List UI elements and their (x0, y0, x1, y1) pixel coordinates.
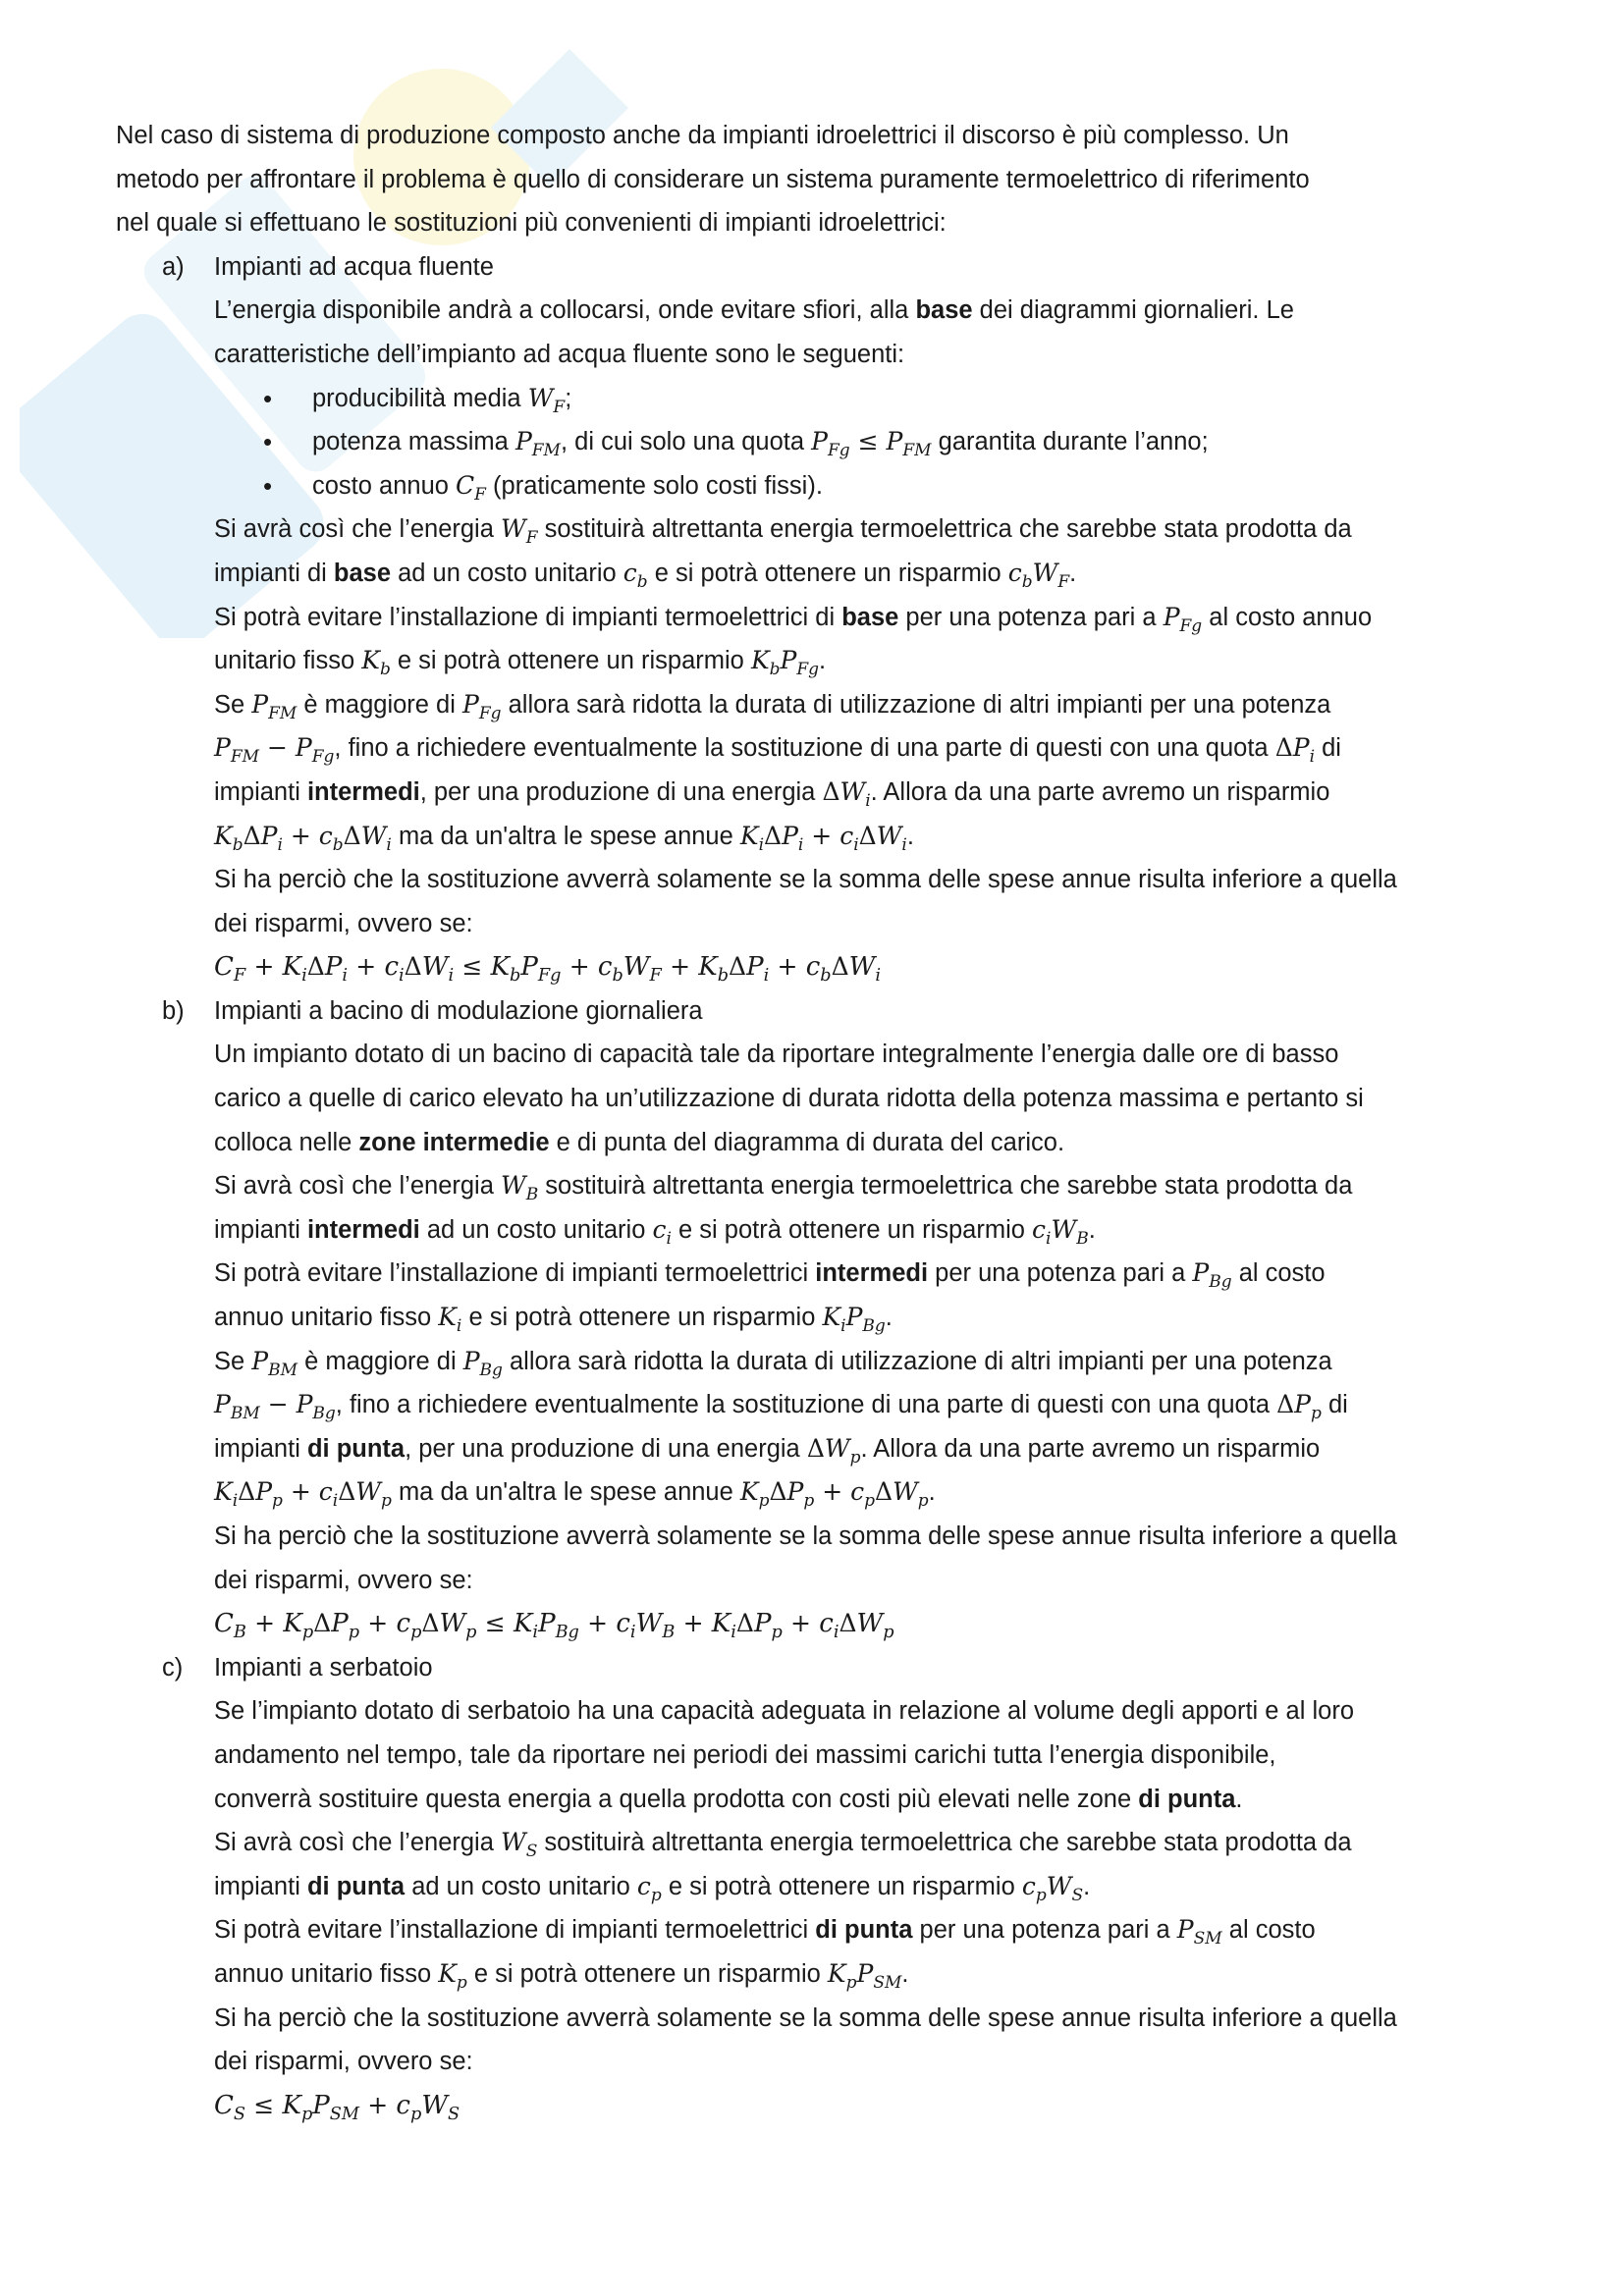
section-c (116, 1646, 1520, 2128)
formula: $P_{Fg}$ (1163, 602, 1203, 636)
text: allora sarà ridotta la durata di utilizzazione di altri impianti per una potenza (502, 1347, 1332, 1375)
text: Un impianto dotato di un bacino di capacità tale da riportare integralmente l’energia dalle ore di basso (214, 1041, 1339, 1069)
text: . (1083, 1872, 1091, 1900)
text: Se l’impianto dotato di serbatoio ha una capacità adeguata in relazione al volume degli apporti e al loro (214, 1697, 1355, 1726)
text: Si avrà così che l’energia (214, 515, 501, 544)
intro-line-3: nel quale si effettuano le sostituzioni più convenienti di impianti idroelettrici: (116, 209, 947, 238)
text: (praticamente solo costi fissi). (485, 471, 823, 500)
text: impianti (214, 1434, 307, 1463)
bold-text: intermedi (306, 777, 420, 806)
section-b-title: Impianti a bacino di modulazione giornaliera (214, 996, 703, 1025)
text: ma da un'altra le spese annue (391, 1478, 740, 1507)
text: Se (214, 690, 252, 719)
formula: $W_F$ (527, 383, 566, 417)
text: e di punta del diagramma di durata del carico. (549, 1128, 1065, 1156)
text: al costo (1231, 1259, 1326, 1288)
text: annuo unitario fisso (214, 1304, 439, 1332)
formula: $\Delta W_i$ (822, 776, 871, 811)
text: , di cui solo una quota (560, 428, 812, 456)
formula: $K_b\Delta P_i + c_b\Delta W_i$ (214, 821, 392, 855)
text: . (901, 1959, 909, 1988)
section-c-heading (116, 1646, 1520, 1690)
section-b-p2 (214, 1164, 1520, 1252)
text: dei risparmi, ovvero se: (214, 909, 473, 937)
formula: $K_i\Delta P_i + c_i\Delta W_i$ (739, 821, 907, 855)
section-b-letter: b) (162, 996, 185, 1025)
text: impianti (214, 1215, 307, 1244)
text: ; (565, 384, 572, 412)
formula: $K_b$ (361, 646, 391, 680)
text: Si potrà evitare l’installazione di impianti termoelettrici di (214, 603, 842, 631)
text: . Allora da una parte avremo un risparmio (870, 777, 1330, 806)
text: Si ha perciò che la sostituzione avverrà solamente se la somma delle spese annue risulta inferiore a quella (214, 1522, 1397, 1550)
formula: $P_{FM}$ (251, 689, 298, 723)
formula: $\Delta P_i$ (1274, 733, 1316, 768)
intro-line-2: metodo per affrontare il problema è quello di considerare un sistema puramente termoelettrico di riferimento (116, 165, 1310, 193)
section-b-p1 (214, 1033, 1520, 1164)
section-a-bullets (116, 377, 1520, 508)
text: L’energia disponibile andrà a collocarsi, onde evitare sfiori, alla (214, 296, 916, 325)
text: . (906, 822, 914, 850)
text: colloca nelle (214, 1128, 359, 1156)
bold-text: base (915, 296, 973, 325)
formula: $K_iP_{Bg}$ (822, 1303, 886, 1336)
text: e si potrà ottenere un risparmio (647, 559, 1008, 587)
text: allora sarà ridotta la durata di utilizzazione di altri impianti per una potenza (501, 690, 1331, 719)
text: e si potrà ottenere un risparmio (661, 1872, 1022, 1900)
section-c-p2 (214, 1821, 1520, 1908)
text: , per una produzione di una energia (419, 777, 823, 806)
section-a-p1 (214, 289, 1520, 376)
section-a-title: Impianti ad acqua fluente (214, 252, 494, 281)
text: al costo annuo (1202, 603, 1373, 631)
section-b-p4 (214, 1340, 1520, 1515)
bold-text: di punta (1138, 1785, 1236, 1813)
section-c-p1 (214, 1689, 1520, 1821)
section-a-heading (116, 245, 1520, 290)
bold-text: intermedi (815, 1259, 929, 1288)
formula: $K_pP_{SM}$ (827, 1958, 902, 1993)
section-a-equation: $C_F + K_i\Delta P_i + c_i\Delta W_i \le K_bP_{Fg} + c_bW_F + K_b\Delta P_i + c_b\Delta W_i$ (214, 952, 882, 987)
text: e si potrà ottenere un risparmio (390, 647, 751, 675)
formula: $K_p$ (438, 1958, 467, 1993)
text: Se (214, 1347, 252, 1375)
intro-line-1: Nel caso di sistema di produzione composto anche da impianti idroelettrici il discorso è più complesso. Un (116, 122, 1289, 149)
bold-text: di punta (815, 1916, 913, 1945)
section-c-letter: c) (162, 1653, 184, 1682)
formula: $P_{BM}$ (251, 1346, 298, 1380)
text: costo annuo (312, 471, 457, 500)
formula: $c_pW_S$ (1021, 1871, 1084, 1905)
text: unitario fisso (214, 647, 362, 675)
section-a-p3 (214, 596, 1520, 683)
text: Si ha perciò che la sostituzione avverrà solamente se la somma delle spese annue risulta inferiore a quella (214, 866, 1397, 894)
formula: $K_bP_{Fg}$ (750, 646, 820, 680)
section-b-p3 (214, 1252, 1520, 1339)
text: sostituirà altrettanta energia termoelettrica che sarebbe stata prodotta da (538, 1172, 1353, 1201)
bold-text: zone intermedie (358, 1128, 550, 1156)
section-c-title: Impianti a serbatoio (214, 1653, 433, 1682)
section-b (116, 989, 1520, 1646)
formula: $P_{BM} - P_{Bg}$ (214, 1390, 336, 1424)
text: , fino a richiedere eventualmente la sostituzione di una parte di questi con una quota (334, 734, 1275, 763)
formula: $P_{Bg}$ (462, 1346, 503, 1380)
text: di (1315, 734, 1341, 763)
text: . (885, 1304, 893, 1332)
formula: $P_{FM}$ (514, 427, 561, 461)
formula: $P_{FM} - P_{Fg}$ (214, 733, 335, 768)
text: Si avrà così che l’energia (214, 1829, 501, 1857)
bullet-item (214, 420, 1520, 464)
text: dei diagrammi giornalieri. Le (972, 296, 1294, 325)
section-a-p4 (214, 683, 1520, 858)
text: e si potrà ottenere un risparmio (466, 1959, 828, 1988)
section-b-p5 (214, 1515, 1520, 1602)
formula: $P_{Fg}$ (462, 689, 502, 723)
document-body (116, 114, 1520, 2127)
text: per una potenza pari a (928, 1259, 1193, 1288)
text: converrà sostituire questa energia a quella prodotta con costi più elevati nelle zone (214, 1785, 1139, 1813)
text: . (819, 647, 827, 675)
formula: $W_B$ (500, 1171, 539, 1205)
text: annuo unitario fisso (214, 1959, 439, 1988)
formula: $P_{SM}$ (1176, 1915, 1222, 1949)
formula: $c_b$ (623, 558, 648, 592)
section-c-p3 (214, 1908, 1520, 1996)
text: dei risparmi, ovvero se: (214, 1566, 473, 1594)
text: Si potrà evitare l’installazione di impianti termoelettrici (214, 1916, 816, 1945)
formula: $W_F$ (500, 514, 538, 549)
bold-text: intermedi (306, 1215, 420, 1244)
text: impianti (214, 777, 307, 806)
formula: $c_p$ (636, 1871, 662, 1905)
text: è maggiore di (297, 690, 462, 719)
text: Si potrà evitare l’installazione di impianti termoelettrici (214, 1259, 816, 1288)
text: ad un costo unitario (419, 1215, 653, 1244)
text: ma da un'altra le spese annue (391, 822, 740, 850)
text: potenza massima (312, 428, 515, 456)
text: ad un costo unitario (405, 1872, 637, 1900)
text: Si ha perciò che la sostituzione avverrà solamente se la somma delle spese annue risulta inferiore a quella (214, 2003, 1397, 2032)
text: ad un costo unitario (391, 559, 623, 587)
text: garantita durante l’anno; (931, 428, 1209, 456)
text: producibilità media (312, 384, 528, 412)
text: e si potrà ottenere un risparmio (461, 1304, 823, 1332)
bold-text: di punta (306, 1434, 406, 1463)
bullet-item (214, 464, 1520, 508)
formula: $\Delta P_p$ (1276, 1390, 1322, 1424)
formula: $c_i$ (652, 1214, 672, 1249)
section-a-letter: a) (162, 252, 185, 281)
text: per una potenza pari a (912, 1916, 1177, 1945)
text: per una potenza pari a (898, 603, 1164, 631)
formula: $C_F$ (456, 470, 486, 505)
text: . (1235, 1785, 1243, 1813)
text: al costo (1221, 1916, 1316, 1945)
section-b-heading (116, 989, 1520, 1034)
formula: $\Delta W_p$ (806, 1433, 861, 1468)
section-a (116, 245, 1520, 989)
formula: $K_i$ (438, 1303, 462, 1336)
bold-text: base (841, 603, 899, 631)
text: e si potrà ottenere un risparmio (671, 1215, 1033, 1244)
text: . Allora da una parte avremo un risparmio (860, 1434, 1321, 1463)
text: . (1069, 559, 1077, 587)
text: impianti di (214, 559, 334, 587)
text: è maggiore di (298, 1347, 463, 1375)
bold-text: di punta (306, 1872, 406, 1900)
section-b-equation: $C_B + K_p\Delta P_p + c_p\Delta W_p \le K_iP_{Bg} + c_iW_B + K_i\Delta P_p + c_i\Delta W_p$ (214, 1609, 894, 1643)
text: di (1321, 1391, 1348, 1419)
formula: $P_{Fg} \le P_{FM}$ (811, 427, 932, 461)
text: carico a quelle di carico elevato ha un’utilizzazione di durata ridotta della potenza massima e pertanto si (214, 1085, 1364, 1113)
bold-text: base (333, 559, 392, 587)
text: sostituirà altrettanta energia termoelettrica che sarebbe stata prodotta da (537, 515, 1352, 544)
text: . (1088, 1215, 1096, 1244)
formula: $c_iW_B$ (1032, 1214, 1089, 1249)
formula: $K_i\Delta P_p + c_i\Delta W_p$ (214, 1477, 392, 1512)
section-a-p2 (214, 507, 1520, 595)
text: dei risparmi, ovvero se: (214, 2048, 473, 2076)
section-a-p5 (214, 858, 1520, 945)
section-c-p4 (214, 1997, 1520, 2084)
bullet-item (214, 377, 1520, 421)
text: sostituirà altrettanta energia termoelettrica che sarebbe stata prodotta da (537, 1829, 1352, 1857)
section-c-equation: $C_S \le K_pP_{SM} + c_pW_S$ (214, 2090, 460, 2124)
text: , fino a richiedere eventualmente la sostituzione di una parte di questi con una quota (335, 1391, 1277, 1419)
formula: $P_{Bg}$ (1192, 1258, 1232, 1293)
text: caratteristiche dell’impianto ad acqua fluente sono le seguenti: (214, 340, 905, 368)
text: , per una produzione di una energia (405, 1434, 807, 1463)
formula: $K_p\Delta P_p + c_p\Delta W_p$ (739, 1477, 929, 1512)
text: Si avrà così che l’energia (214, 1172, 501, 1201)
text: impianti (214, 1872, 307, 1900)
text: andamento nel tempo, tale da riportare nei periodi dei massimi carichi tutta l’energia disponibile, (214, 1740, 1276, 1769)
text: . (928, 1478, 936, 1507)
formula: $c_bW_F$ (1007, 558, 1070, 592)
formula: $W_S$ (500, 1828, 538, 1862)
